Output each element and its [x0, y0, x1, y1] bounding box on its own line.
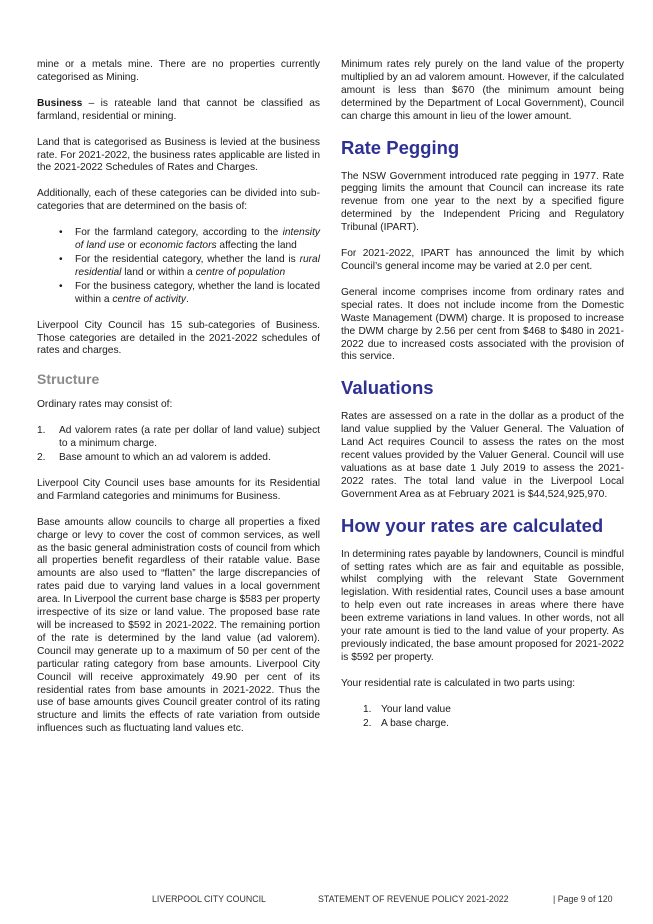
bullet-icon: •	[59, 280, 63, 292]
page-footer	[0, 893, 653, 907]
footer-page-number: | Page 9 of 120	[553, 894, 613, 904]
right-column	[341, 59, 624, 744]
paragraph-pegging-intro: The NSW Government introduced rate pegging in 1977. Rate pegging limits the amount that Council can increase its rate revenue from one year to the next by a specified figure determined by the Independent Pricing and Regulatory Tribunal (IPART).	[341, 170, 624, 234]
list-item: • For the business category, whether the land is located within a centre of activity.	[59, 280, 320, 305]
paragraph-business-definition	[37, 98, 320, 124]
business-definition-text: – is rateable land that cannot be classified as farmland, residential or mining.	[37, 97, 320, 122]
paragraph-two-parts: Your residential rate is calculated in two parts using:	[341, 677, 576, 689]
bullet-icon: •	[59, 253, 63, 265]
paragraph-base-amounts: Base amounts allow councils to charge all properties a fixed charge or levy to cover the cost of common services, as well as the basic general administration costs of council from which all properties benefit regardless of their ratable value. Base amounts are also used to “flatten” the large discrepancies of rates paid due to varying land values in a local government area. In Liverpool the current base charge is $583 per property irrespective of its size or land value. The proposed base rate will be increased to $592 in 2021-2022. The remaining portion of the rate is determined by the land value (ad valorem). Council may generate up to a maximum of 50 per cent of the particular rating category from base amounts. Liverpool City Council will receive approximately 49.90 per cent of its residential rates from base amounts in 2021-2022. Thus the use of base amounts gives Council greater control of its rating structure and limits the effects of rate variation from outside influences such as fluctuating land values etc.	[37, 516, 320, 735]
paragraph-valuations: Rates are assessed on a rate in the dollar as a product of the land value supplied by the Valuer General. The Valuation of Land Act requires Council to assess the rates on the most recent values provided by the Valuer General. Council will use valuations as at base date 1 July 2019 to assess the 2021-2022 rates. The total land value in the Liverpool Local Government Area as at February 2021 is $44,524,925,970.	[341, 411, 624, 500]
subcategory-list	[37, 227, 320, 306]
list-item: 2. A base charge.	[363, 717, 449, 729]
list-item: 1. Your land value	[363, 703, 451, 715]
heading-valuations: Valuations	[341, 377, 434, 399]
ordinary-rates-list	[37, 425, 320, 465]
paragraph-how-rates: In determining rates payable by landowners, Council is mindful of setting rates which are as fair and equitable as possible, whilst complying with the relevant State Government legislation. With residential rates, Council uses a base amount to help even out rate increases in areas where there have been extreme variations in land values. In other words, not all your rate amount is tied to the land value of your property. As previously indicated, the base amount proposed for 2021-2022 is $592 per property.	[341, 548, 624, 663]
paragraph-subcategories: Additionally, each of these categories can be divided into sub-categories that are determined on the basis of:	[37, 188, 320, 213]
heading-structure: Structure	[37, 371, 100, 388]
left-column	[37, 59, 320, 749]
footer-organisation: LIVERPOOL CITY COUNCIL	[152, 894, 266, 904]
list-item: 1. Ad valorem rates (a rate per dollar of land value) subject to a minimum charge.	[37, 425, 320, 450]
footer-document-title: STATEMENT OF REVENUE POLICY 2021-2022	[318, 894, 509, 904]
paragraph-general-income: General income comprises income from ordinary rates and special rates. It does not include income from the Domestic Waste Management (DWM) charge. It is proposed to increase the DWM charge by 2.56 per cent from $468 to $480 in 2021-2022 due to increased costs associated with the provision of this service.	[341, 286, 624, 363]
bullet-icon: •	[59, 227, 63, 239]
list-item: • For the farmland category, according to the intensity of land use or economic factors affecting the land	[59, 227, 320, 252]
paragraph-base-minimums: Liverpool City Council uses base amounts for its Residential and Farmland categories and minimums for Business.	[37, 477, 320, 502]
list-item: 2. Base amount to which an ad valorem is added.	[37, 452, 271, 464]
heading-how-rates-calculated: How your rates are calculated	[341, 514, 604, 536]
paragraph-ordinary-rates: Ordinary rates may consist of:	[37, 399, 173, 411]
paragraph-ipart-limit: For 2021-2022, IPART has announced the limit by which Council’s general income may be varied at 2.0 per cent.	[341, 248, 624, 272]
paragraph-minimum-rates: Minimum rates rely purely on the land value of the property multiplied by an ad valorem amount. However, if the calculated amount is less than $670 (the minimum amount being determined by the Department of Local Government), Council can charge this amount in lieu of the lower amount.	[341, 59, 624, 122]
paragraph-business-levy: Land that is categorised as Business is levied at the business rate. For 2021-2022, the business rates applicable are listed in the 2021-2022 Schedules of Rates and Charges.	[37, 136, 320, 174]
list-item: • For the residential category, whether the land is rural residential land or within a centre of population	[59, 253, 320, 278]
heading-rate-pegging: Rate Pegging	[341, 136, 460, 158]
rate-parts-list	[341, 704, 624, 731]
paragraph-liverpool-subcategories: Liverpool City Council has 15 sub-categories of Business. Those categories are detailed in the 2021-2022 schedules of rates and charges.	[37, 319, 320, 357]
paragraph-mining: mine or a metals mine. There are no properties currently categorised as Mining.	[37, 59, 320, 83]
business-term: Business	[37, 97, 83, 109]
